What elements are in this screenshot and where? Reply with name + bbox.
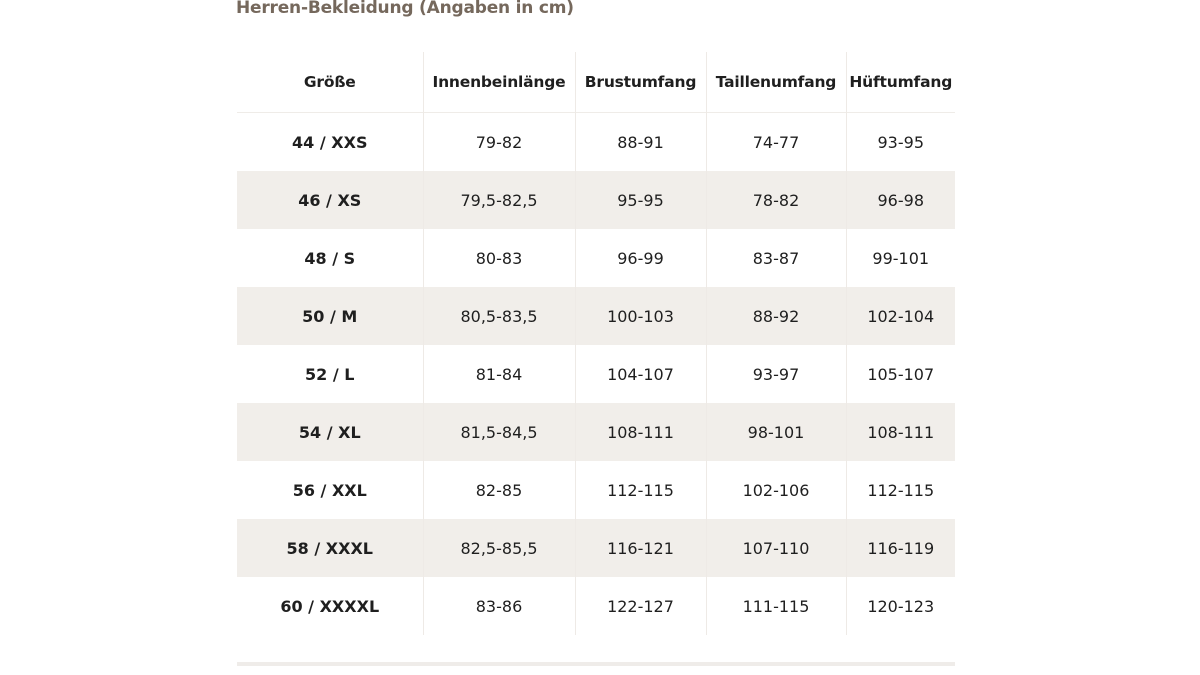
waist-cell: 93-97 (706, 345, 846, 403)
inseam-cell: 83-86 (423, 577, 575, 635)
table-title: Herren-Bekleidung (Angaben in cm) (236, 0, 574, 18)
hip-cell: 120-123 (846, 577, 955, 635)
chest-cell: 100-103 (575, 287, 706, 345)
chest-cell: 108-111 (575, 403, 706, 461)
size-cell: 58 / XXXL (237, 519, 423, 577)
waist-cell: 107-110 (706, 519, 846, 577)
size-cell: 56 / XXL (292, 480, 367, 500)
size-chart-table (237, 52, 955, 635)
bottom-divider (237, 662, 955, 666)
size-cell: 50 / M (237, 287, 423, 345)
waist-cell: 98-101 (706, 403, 846, 461)
chest-cell: 95-95 (575, 171, 706, 229)
table-header-row (237, 52, 955, 113)
size-cell: 46 / XS (237, 171, 423, 229)
header-chest: Brustumfang (575, 52, 706, 113)
size-cell: 44 / XXS (292, 132, 368, 152)
size-cell: 52 / L (305, 364, 355, 384)
waist-cell: 83-87 (706, 229, 846, 287)
size-cell: 60 / XXXXL (280, 596, 380, 616)
header-inseam: Innenbeinlänge (423, 52, 575, 113)
chest-cell: 116-121 (575, 519, 706, 577)
table-row (237, 519, 955, 577)
table-row (237, 287, 955, 345)
chest-cell: 88-91 (575, 113, 706, 172)
table-row (237, 113, 955, 172)
chest-cell: 112-115 (575, 461, 706, 519)
header-hip: Hüftumfang (846, 52, 955, 113)
inseam-cell: 80-83 (423, 229, 575, 287)
table-row (237, 171, 955, 229)
chest-cell: 104-107 (575, 345, 706, 403)
waist-cell: 111-115 (706, 577, 846, 635)
hip-cell: 93-95 (846, 113, 955, 172)
inseam-cell: 82,5-85,5 (423, 519, 575, 577)
waist-cell: 102-106 (706, 461, 846, 519)
inseam-cell: 79,5-82,5 (423, 171, 575, 229)
hip-cell: 116-119 (846, 519, 955, 577)
waist-cell: 78-82 (706, 171, 846, 229)
hip-cell: 112-115 (846, 461, 955, 519)
hip-cell: 99-101 (846, 229, 955, 287)
hip-cell: 108-111 (846, 403, 955, 461)
table-row (237, 403, 955, 461)
header-waist: Taillenumfang (706, 52, 846, 113)
inseam-cell: 79-82 (423, 113, 575, 172)
waist-cell: 88-92 (706, 287, 846, 345)
table-row (237, 345, 955, 403)
chest-cell: 96-99 (575, 229, 706, 287)
table-row (237, 577, 955, 635)
inseam-cell: 81,5-84,5 (423, 403, 575, 461)
table-row (237, 461, 955, 519)
inseam-cell: 80,5-83,5 (423, 287, 575, 345)
size-cell: 48 / S (304, 248, 356, 268)
table-row (237, 229, 955, 287)
inseam-cell: 81-84 (423, 345, 575, 403)
chest-cell: 122-127 (575, 577, 706, 635)
hip-cell: 96-98 (846, 171, 955, 229)
hip-cell: 102-104 (846, 287, 955, 345)
waist-cell: 74-77 (706, 113, 846, 172)
inseam-cell: 82-85 (423, 461, 575, 519)
header-size: Größe (303, 73, 356, 91)
size-cell: 54 / XL (237, 403, 423, 461)
hip-cell: 105-107 (846, 345, 955, 403)
